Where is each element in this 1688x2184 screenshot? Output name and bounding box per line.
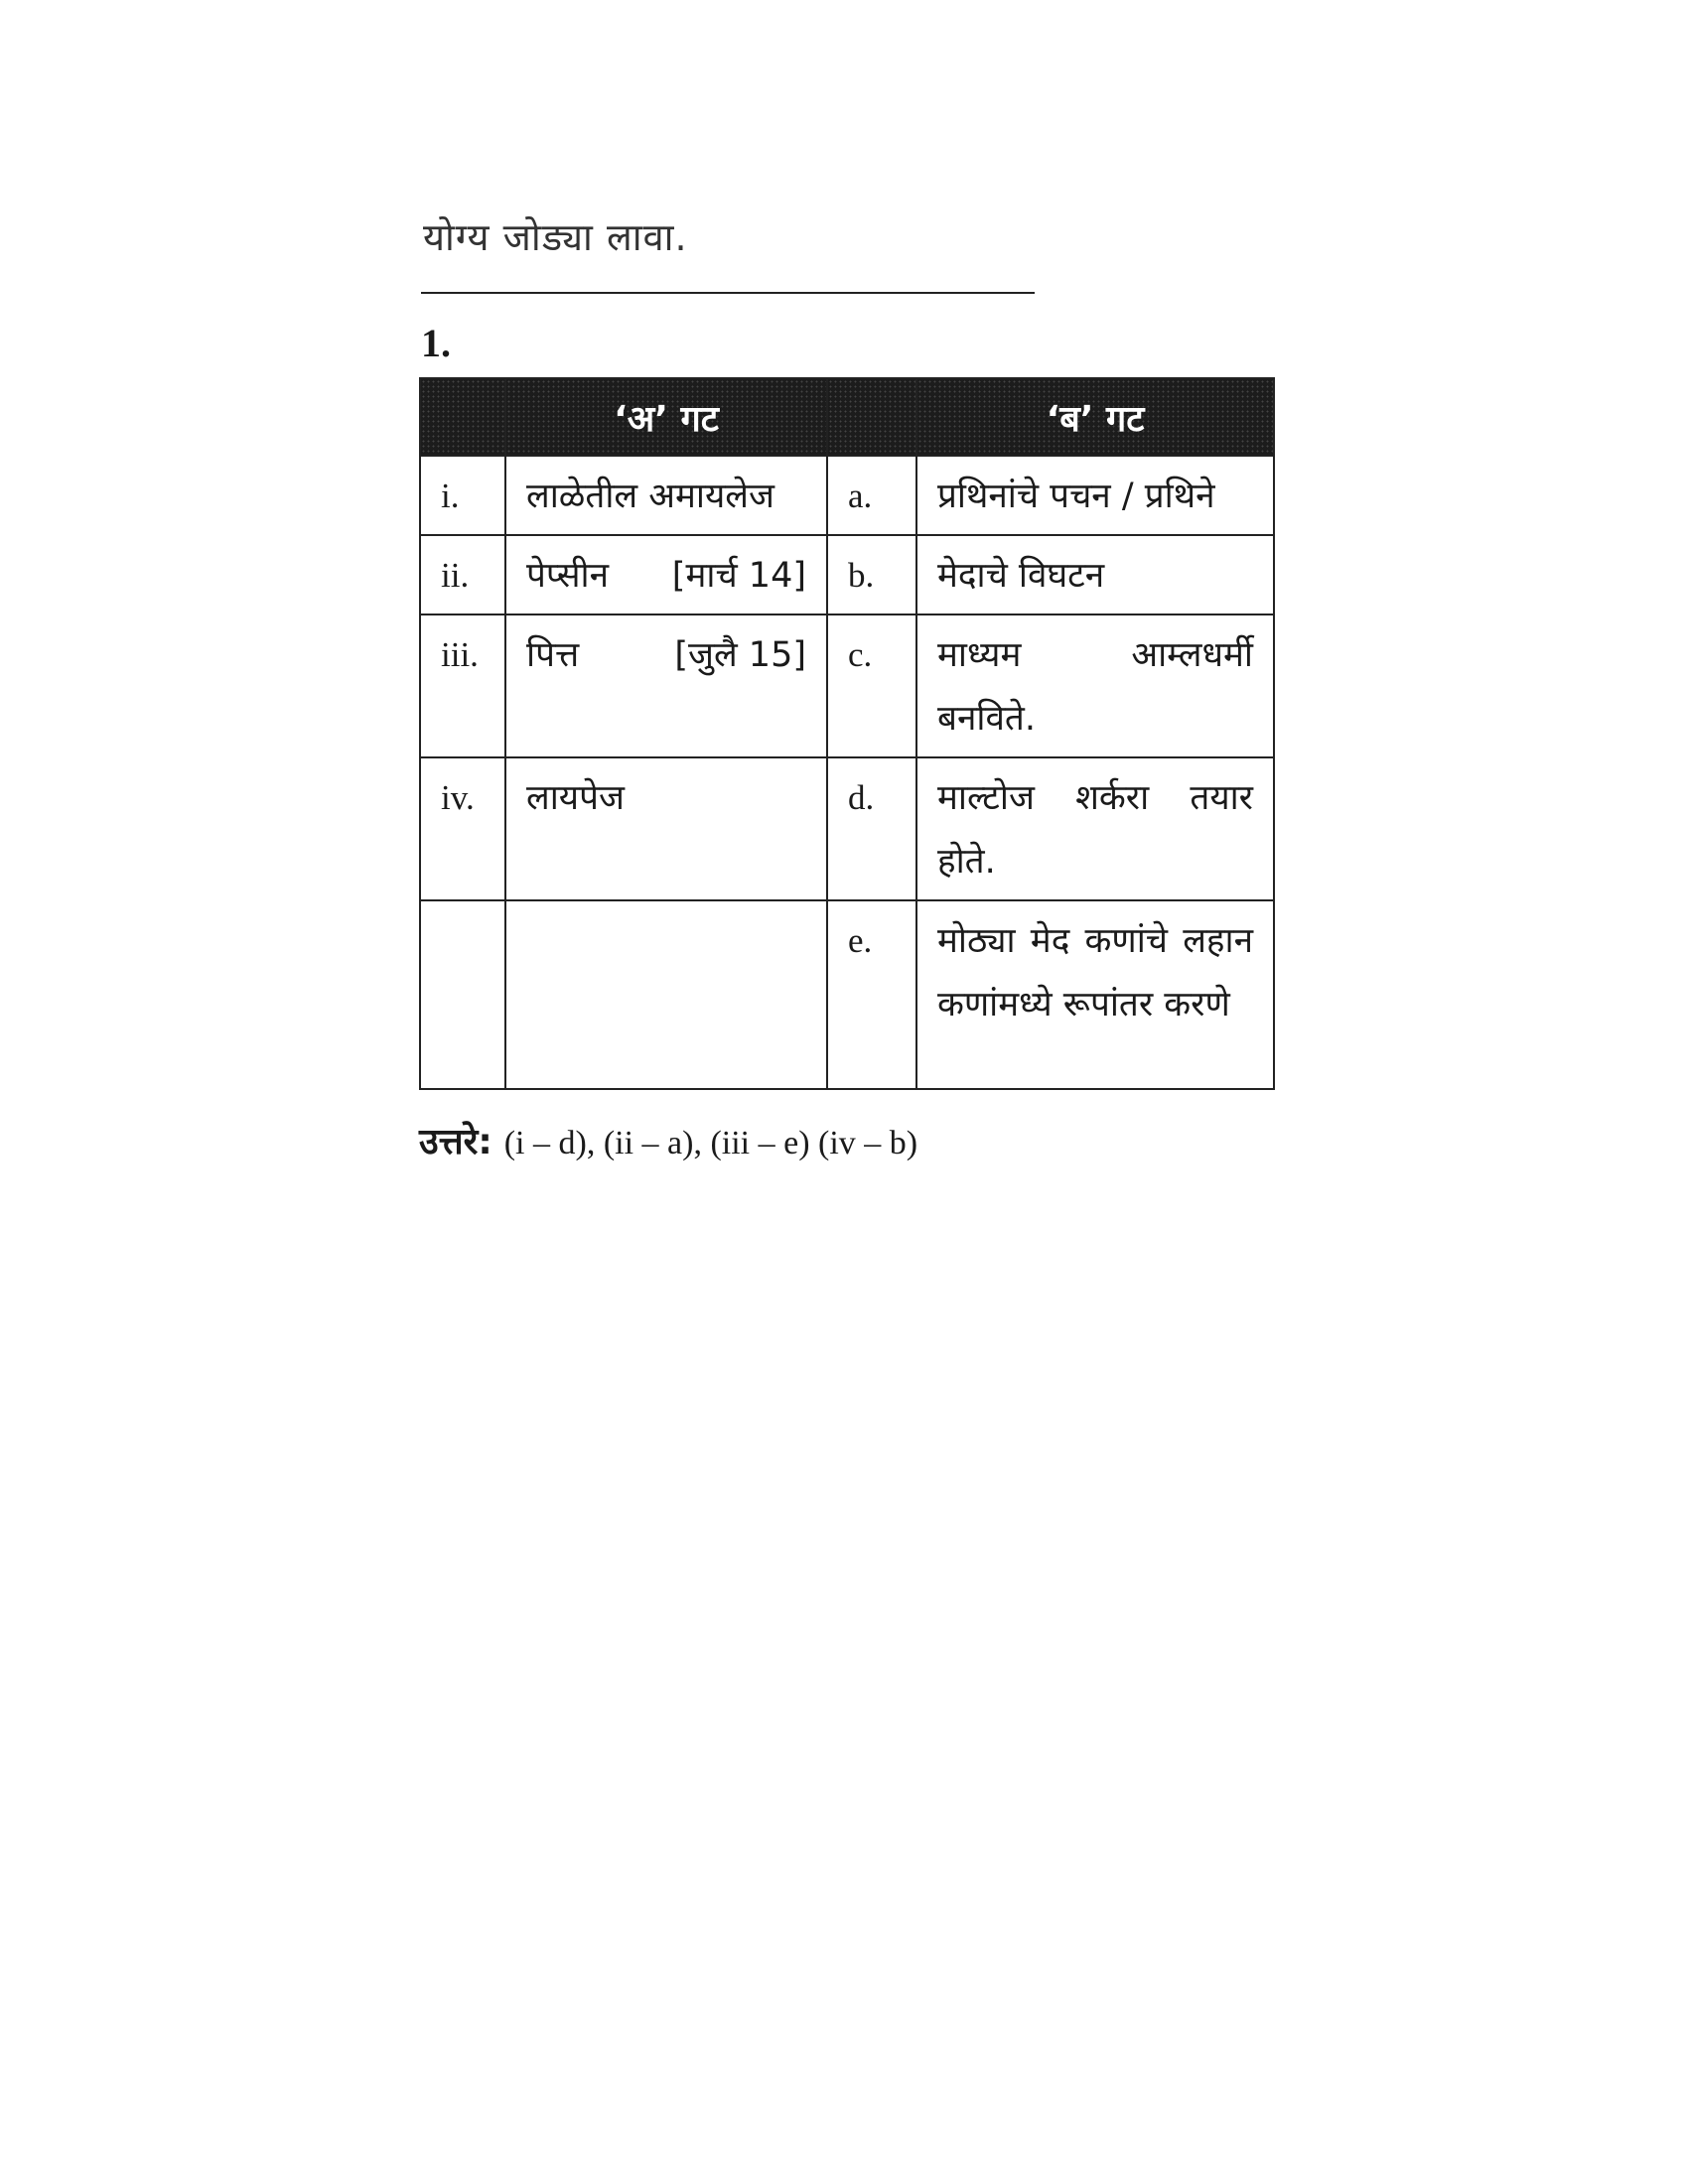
b-item: माल्टोज शर्करा तयार होते. [916, 757, 1274, 900]
instruction-heading: योग्य जोड्या लावा. [423, 215, 688, 259]
header-a-num [420, 378, 505, 456]
table-row [420, 900, 1274, 1089]
table-row [420, 614, 1274, 757]
b-number: a. [827, 456, 916, 535]
a-number: i. [420, 456, 505, 535]
b-number: c. [827, 614, 916, 757]
a-number: ii. [420, 535, 505, 614]
a-item [505, 535, 827, 614]
answer-text: (i – d), (ii – a), (iii – e) (iv – b) [503, 1125, 918, 1161]
a-item-tag: [जुलै 15] [674, 635, 806, 675]
a-item [505, 456, 827, 535]
a-item [505, 900, 827, 1089]
header-group-b: ‘ब’ गट [916, 378, 1274, 456]
b-number: b. [827, 535, 916, 614]
a-number: iii. [420, 614, 505, 757]
table-row [420, 535, 1274, 614]
a-item-text: लाळेतील अमायलेज [526, 477, 775, 516]
b-item: प्रथिनांचे पचन / प्रथिने [916, 456, 1274, 535]
a-number [420, 900, 505, 1089]
table-row [420, 757, 1274, 900]
b-item: मेदाचे विघटन [916, 535, 1274, 614]
match-table [419, 377, 1275, 1090]
b-number: e. [827, 900, 916, 1089]
table-row [420, 456, 1274, 535]
a-item [505, 757, 827, 900]
answer-label: उत्तरे: [419, 1122, 492, 1162]
a-item-text: पेप्सीन [526, 556, 610, 596]
a-item-text: लायपेज [526, 778, 625, 818]
heading-underline [421, 292, 1035, 294]
b-number: d. [827, 757, 916, 900]
a-item-tag: [मार्च 14] [671, 556, 806, 596]
table-header-row [420, 378, 1274, 456]
answer-line [419, 1116, 917, 1164]
a-item-text: पित्त [526, 635, 580, 675]
b-item: मोठ्या मेद कणांचे लहान कणांमध्ये रूपांतर करणे [916, 900, 1274, 1089]
header-group-a: ‘अ’ गट [505, 378, 827, 456]
a-number: iv. [420, 757, 505, 900]
header-b-num [827, 378, 916, 456]
question-number: 1. [421, 321, 451, 365]
b-item: माध्यम आम्लधर्मी बनविते. [916, 614, 1274, 757]
a-item [505, 614, 827, 757]
